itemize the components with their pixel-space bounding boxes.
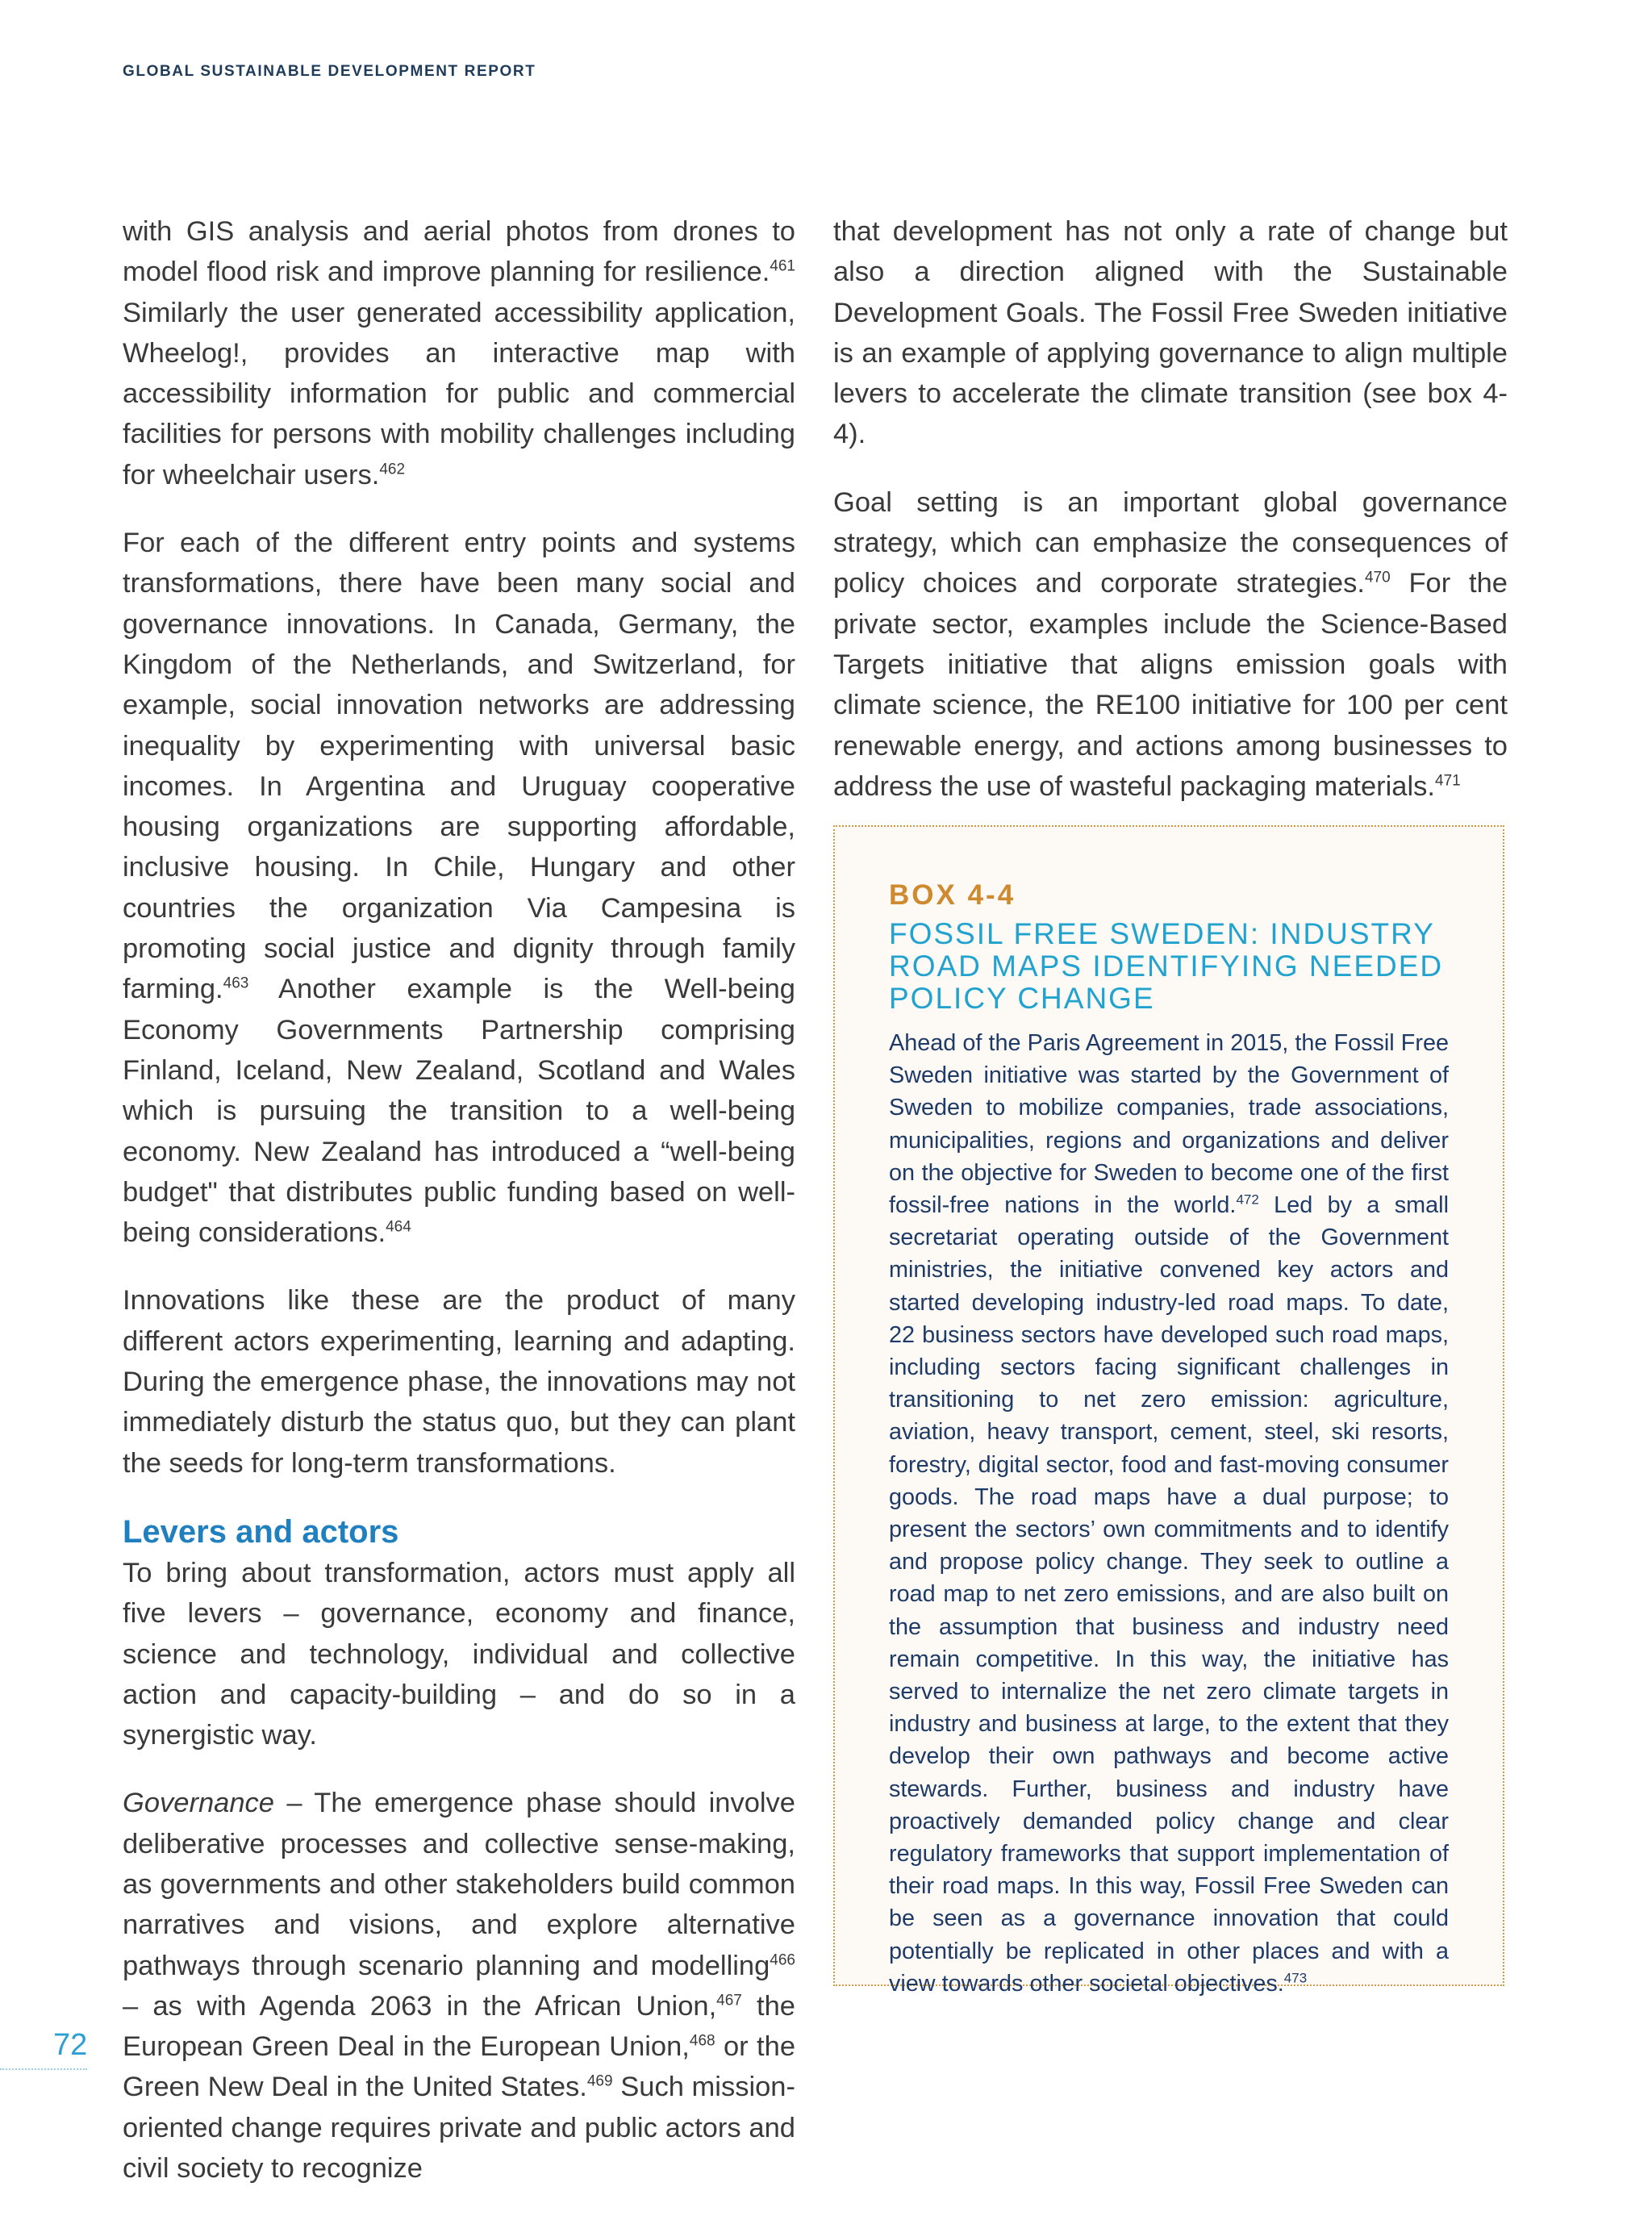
box-body: Ahead of the Paris Agreement in 2015, the Fossil Free Sweden initiative was started by the Government of Sweden to mobilize companies, trade associations, municipalities, regions and organizations and deliver on the objective for Sweden to become one of the first fossil-free nations in the world.$^{472}$ Led by a small secretariat operating outside of the Government ministries, the initiative convened key actors and started developing industry-led road maps. To date, 22 business sectors have developed such road maps, including sectors facing significant challenges in transitioning to net zero emission: agriculture, aviation, heavy transport, cement, steel, ski resorts, forestry, digital sector, food and fast-moving consumer goods. The road maps have a dual purpose; to present the sectors’ own commitments and to identify and propose policy change. They seek to outline a road map to net zero emissions, and are also built on the assumption that business and industry need remain competitive. In this way, the initiative has served to internalize the net zero climate targets in industry and business at large, to the extent that they develop their own pathways and become active stewards. Further, business and industry have proactively demanded policy change and clear regulatory frameworks that support implementation of their road maps. In this way, Fossil Free Sweden can be seen as a governance innovation that could potentially be replicated in other places and with a view towards other societal objectives.$^{473}$ <box>889 1030 1449 1997</box>
section-heading: Levers and actors <box>123 1513 399 1550</box>
footnote-ref[interactable]: 467 <box>716 1992 742 2009</box>
footnote-ref[interactable]: 473 <box>1283 1970 1308 1986</box>
footnote-ref[interactable]: 468 <box>689 2032 715 2050</box>
box-4-4 <box>833 825 1504 1997</box>
footnote-ref[interactable]: 462 <box>379 461 406 478</box>
paragraph: Innovations like these are the product of many different actors experimenting, learning and adapting. During the emergence phase, the innovations may not immediately disturb the status quo, but they can plant the seeds for long-term transformations. <box>123 1285 795 1479</box>
footnote-ref[interactable]: 471 <box>1435 772 1461 790</box>
box-label: BOX 4-4 <box>889 879 1016 911</box>
page-number-rule <box>0 2068 87 2070</box>
paragraph: To bring about transformation, actors must apply all five levers – governance, economy and finance, science and technology, individual and collective action and capacity-building – and do so in a synergistic way. <box>123 1557 795 1751</box>
footnote-ref[interactable]: 461 <box>770 257 795 275</box>
paragraph: with GIS analysis and aerial photos from drones to model flood risk and improve planning for resilience.$^{461}$ Similarly the user generated accessibility application, Wheelog!, provides an interactive map with accessibility information for public and commercial facilities for persons with mobility challenges including for wheelchair users.$^{462}$ <box>123 216 795 490</box>
paragraph: Governance – The emergence phase should involve deliberative processes and collective sense-making, as governments and other stakeholders build common narratives and visions, and explore alternative pathways through scenario planning and modelling$^{466}$ – as with Agenda 2063 in the African Union,$^{467}$ the European Green Deal in the European Union,$^{468}$ or the Green New Deal in the United States.$^{469}$ Such mission-oriented change requires private and public actors and civil society to recognize <box>123 1788 796 2185</box>
paragraph: For each of the different entry points and systems transformations, there have been many social and governance innovations. In Canada, Germany, the Kingdom of the Netherlands, and Switzerland, for example, social innovation networks are addressing inequality by experimenting with universal basic incomes. In Argentina and Uruguay cooperative housing organizations are supporting affordable, inclusive housing. In Chile, Hungary and other countries the organization Via Campesina is promoting social justice and dignity through family farming.$^{463}$ Another example is the Well-being Economy Governments Partnership comprising Finland, Iceland, New Zealand, Scotland and Wales which is pursuing the transition to a well-being economy. New Zealand has introduced a “well-being budget" that distributes public funding based on well-being considerations.$^{464}$ <box>123 528 795 1249</box>
footnote-ref[interactable]: 470 <box>1364 569 1391 586</box>
page-number: 72 <box>53 2028 88 2062</box>
footnote-ref[interactable]: 466 <box>770 1951 795 1969</box>
running-header: GLOBAL SUSTAINABLE DEVELOPMENT REPORT <box>123 63 536 80</box>
paragraph: Goal setting is an important global governance strategy, which can emphasize the consequences of policy choices and corporate strategies.$^{470}$ For the private sector, examples include the Science-Based Targets initiative that aligns emission goals with climate science, the RE100 initiative for 100 per cent renewable energy, and actions among businesses to address the use of wasteful packaging materials.$^{471}$ <box>833 486 1508 802</box>
paragraph: that development has not only a rate of change but also a direction aligned with the Sustainable Development Goals. The Fossil Free Sweden initiative is an example of applying governance to align multiple levers to accelerate the climate transition (see box 4-4). <box>833 216 1508 450</box>
footnote-ref[interactable]: 472 <box>1236 1191 1259 1208</box>
left-column <box>123 211 795 2216</box>
run-in-heading: Governance <box>123 1788 274 1819</box>
footnote-ref[interactable]: 464 <box>386 1218 411 1236</box>
right-column <box>833 211 1508 834</box>
footnote-ref[interactable]: 463 <box>223 974 249 992</box>
box-title: FOSSIL FREE SWEDEN: INDUSTRY ROAD MAPS IDENTIFYING NEEDED POLICY CHANGE <box>889 917 1444 1015</box>
footnote-ref[interactable]: 469 <box>586 2072 613 2090</box>
